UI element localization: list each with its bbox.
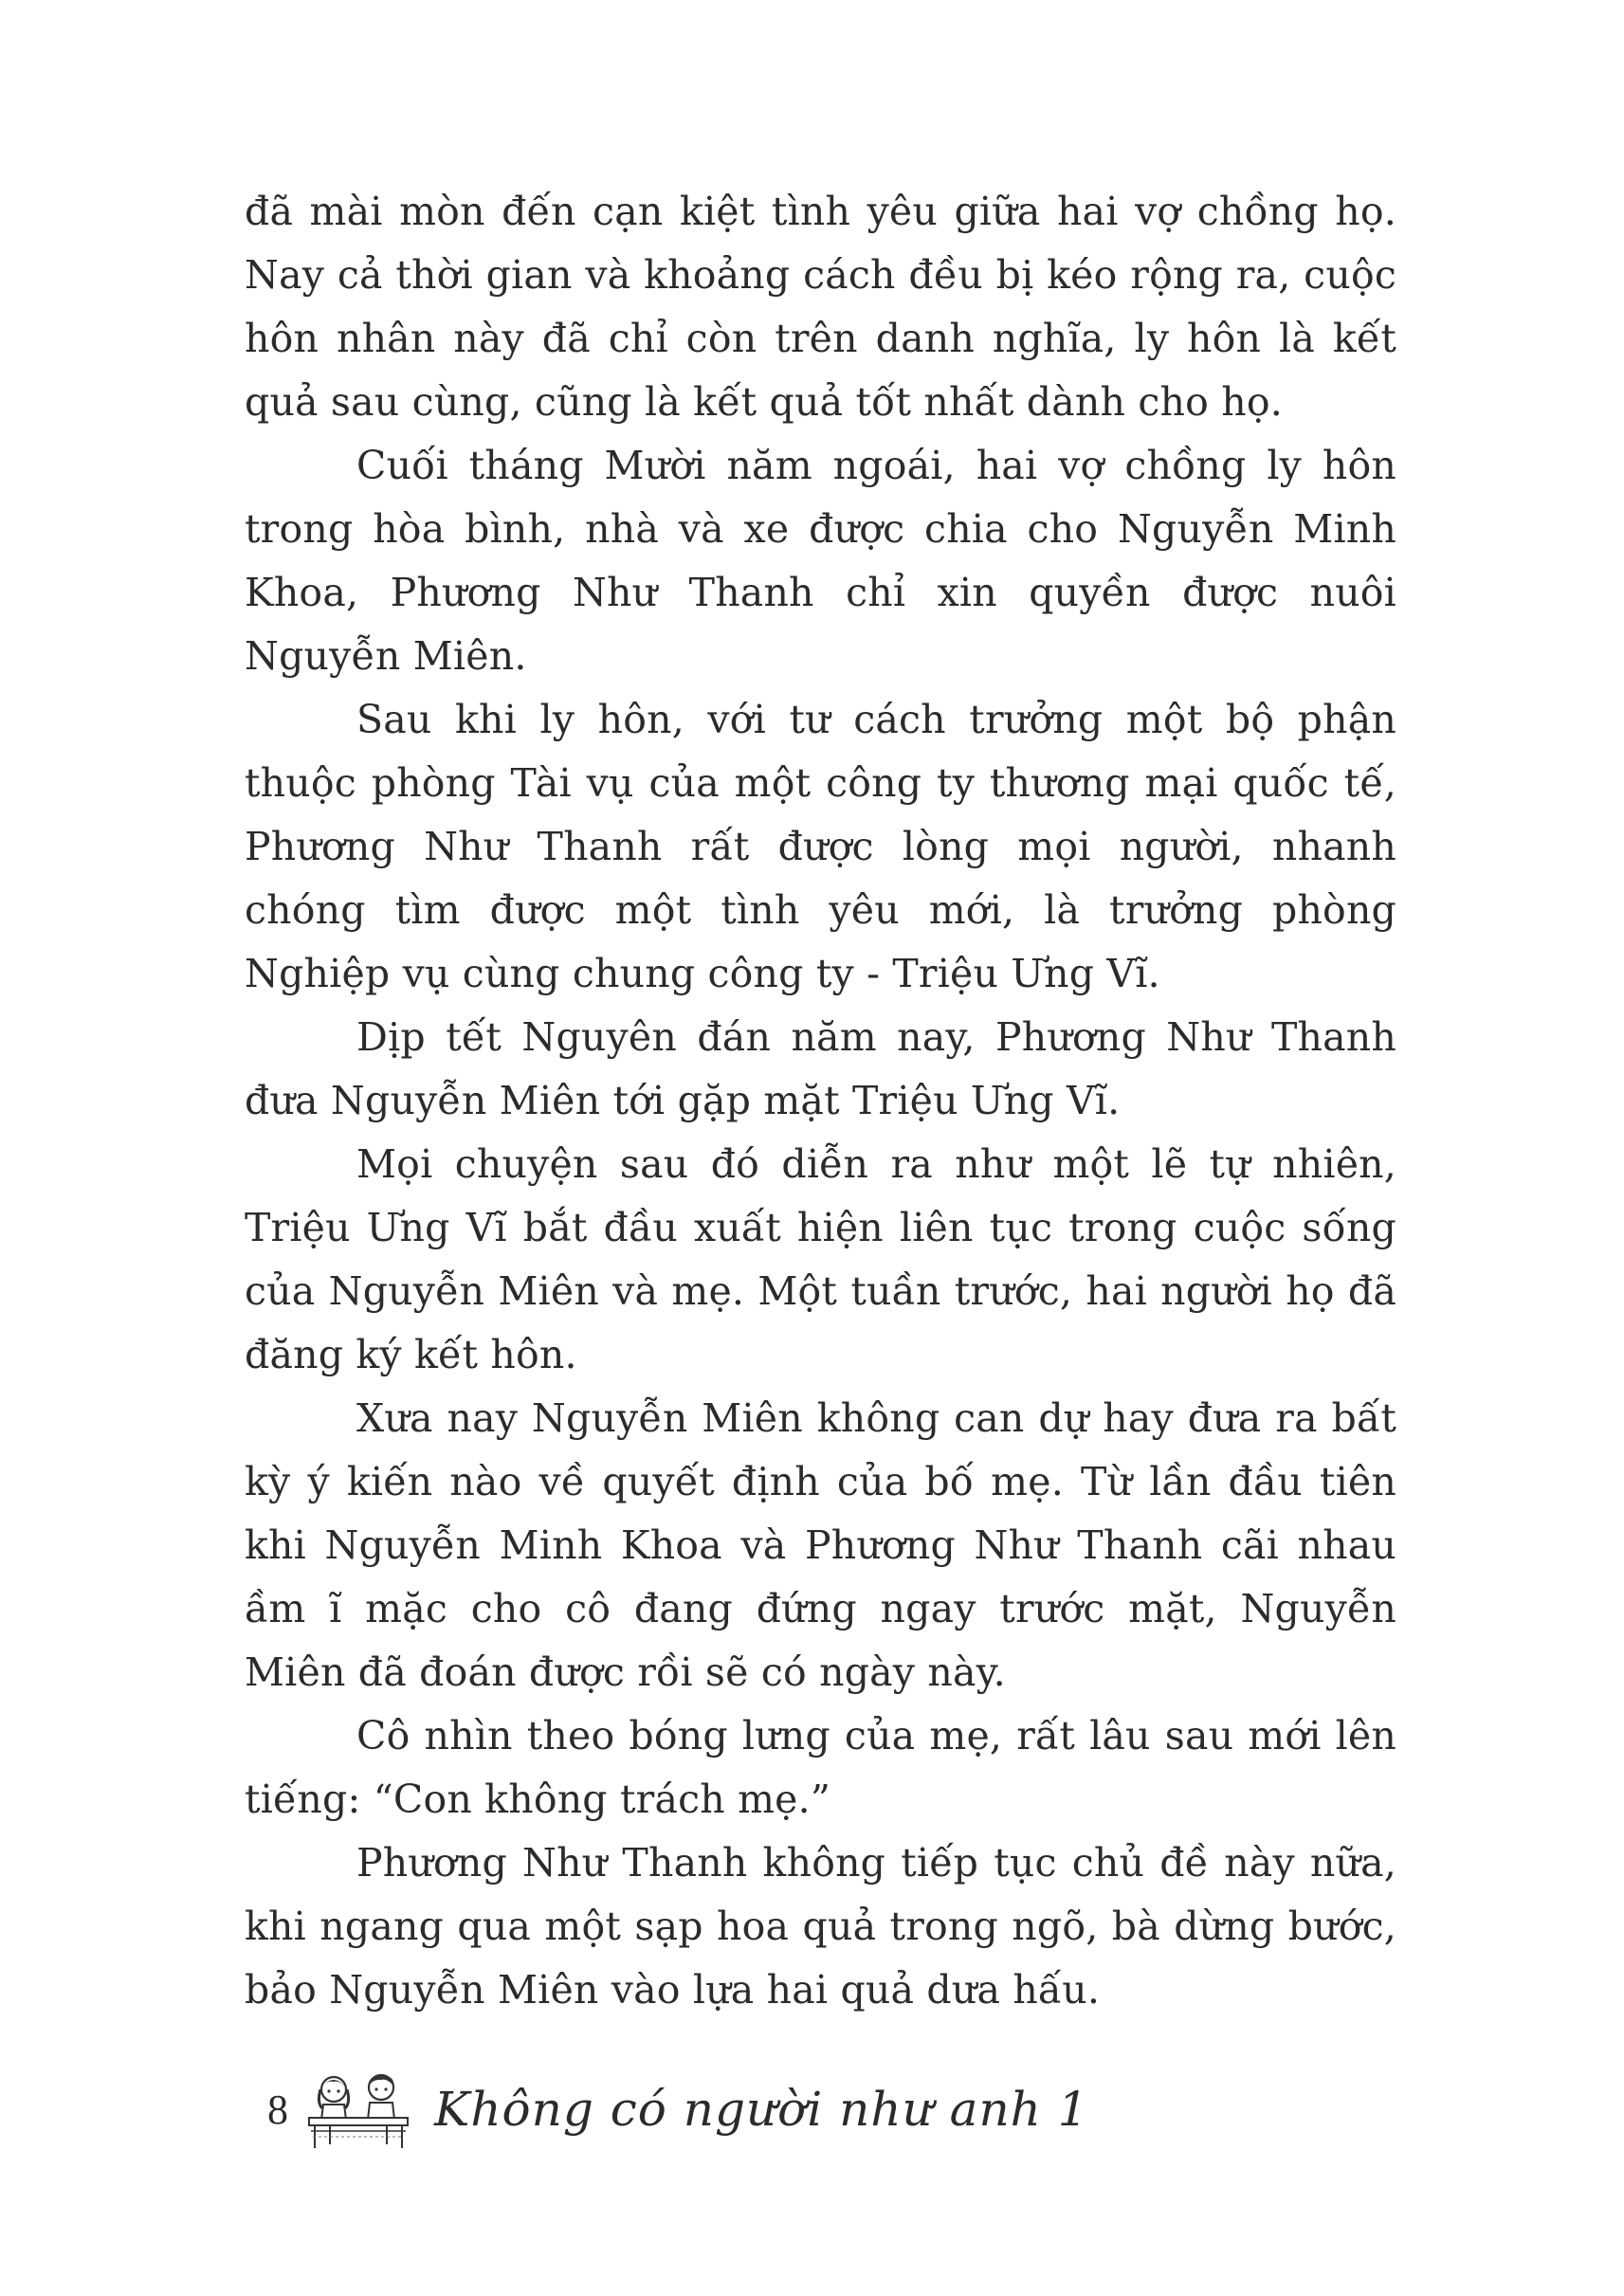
paragraph: Dịp tết Nguyên đán năm nay, Phương Như Thanh đưa Nguyễn Miên tới gặp mặt Triệu Ưng Vĩ. xyxy=(245,1014,1396,1123)
page-footer xyxy=(267,2067,1089,2152)
book-title: Không có người như anh 1 xyxy=(434,2082,1089,2137)
page-number: 8 xyxy=(267,2086,288,2133)
paragraph: Mọi chuyện sau đó diễn ra như một lẽ tự nhiên, Triệu Ưng Vĩ bắt đầu xuất hiện liên tục trong cuộc sống của Nguyễn Miên và mẹ. Một tuần trước, hai người họ đã đăng ký kết hôn. xyxy=(245,1141,1396,1377)
paragraph-continuation: đã mài mòn đến cạn kiệt tình yêu giữa hai vợ chồng họ. Nay cả thời gian và khoảng cách đều bị kéo rộng ra, cuộc hôn nhân này đã chỉ còn trên danh nghĩa, ly hôn là kết quả sau cùng, cũng là kết quả tốt nhất dành cho họ. xyxy=(245,189,1396,425)
paragraph: Phương Như Thanh không tiếp tục chủ đề này nữa, khi ngang qua một sạp hoa quả trong ngõ, bà dừng bước, bảo Nguyễn Miên vào lựa hai quả dưa hấu. xyxy=(245,1840,1396,2013)
students-at-desk-icon xyxy=(301,2068,415,2150)
paragraph: Cuối tháng Mười năm ngoái, hai vợ chồng ly hôn trong hòa bình, nhà và xe được chia cho Nguyễn Minh Khoa, Phương Như Thanh chỉ xin quyền được nuôi Nguyễn Miên. xyxy=(245,443,1396,679)
body-text xyxy=(245,180,1396,2022)
paragraph: Xưa nay Nguyễn Miên không can dự hay đưa ra bất kỳ ý kiến nào về quyết định của bố mẹ. Từ lần đầu tiên khi Nguyễn Minh Khoa và Phương Như Thanh cãi nhau ầm ĩ mặc cho cô đang đứng ngay trước mặt, Nguyễn Miên đã đoán được rồi sẽ có ngày này. xyxy=(245,1395,1396,1695)
paragraph: Cô nhìn theo bóng lưng của mẹ, rất lâu sau mới lên tiếng: “Con không trách mẹ.” xyxy=(245,1713,1396,1822)
paragraph: Sau khi ly hôn, với tư cách trưởng một bộ phận thuộc phòng Tài vụ của một công ty thương mại quốc tế, Phương Như Thanh rất được lòng mọi người, nhanh chóng tìm được một tình yêu mới, là trưởng phòng Nghiệp vụ cùng chung công ty - Triệu Ưng Vĩ. xyxy=(245,697,1396,996)
